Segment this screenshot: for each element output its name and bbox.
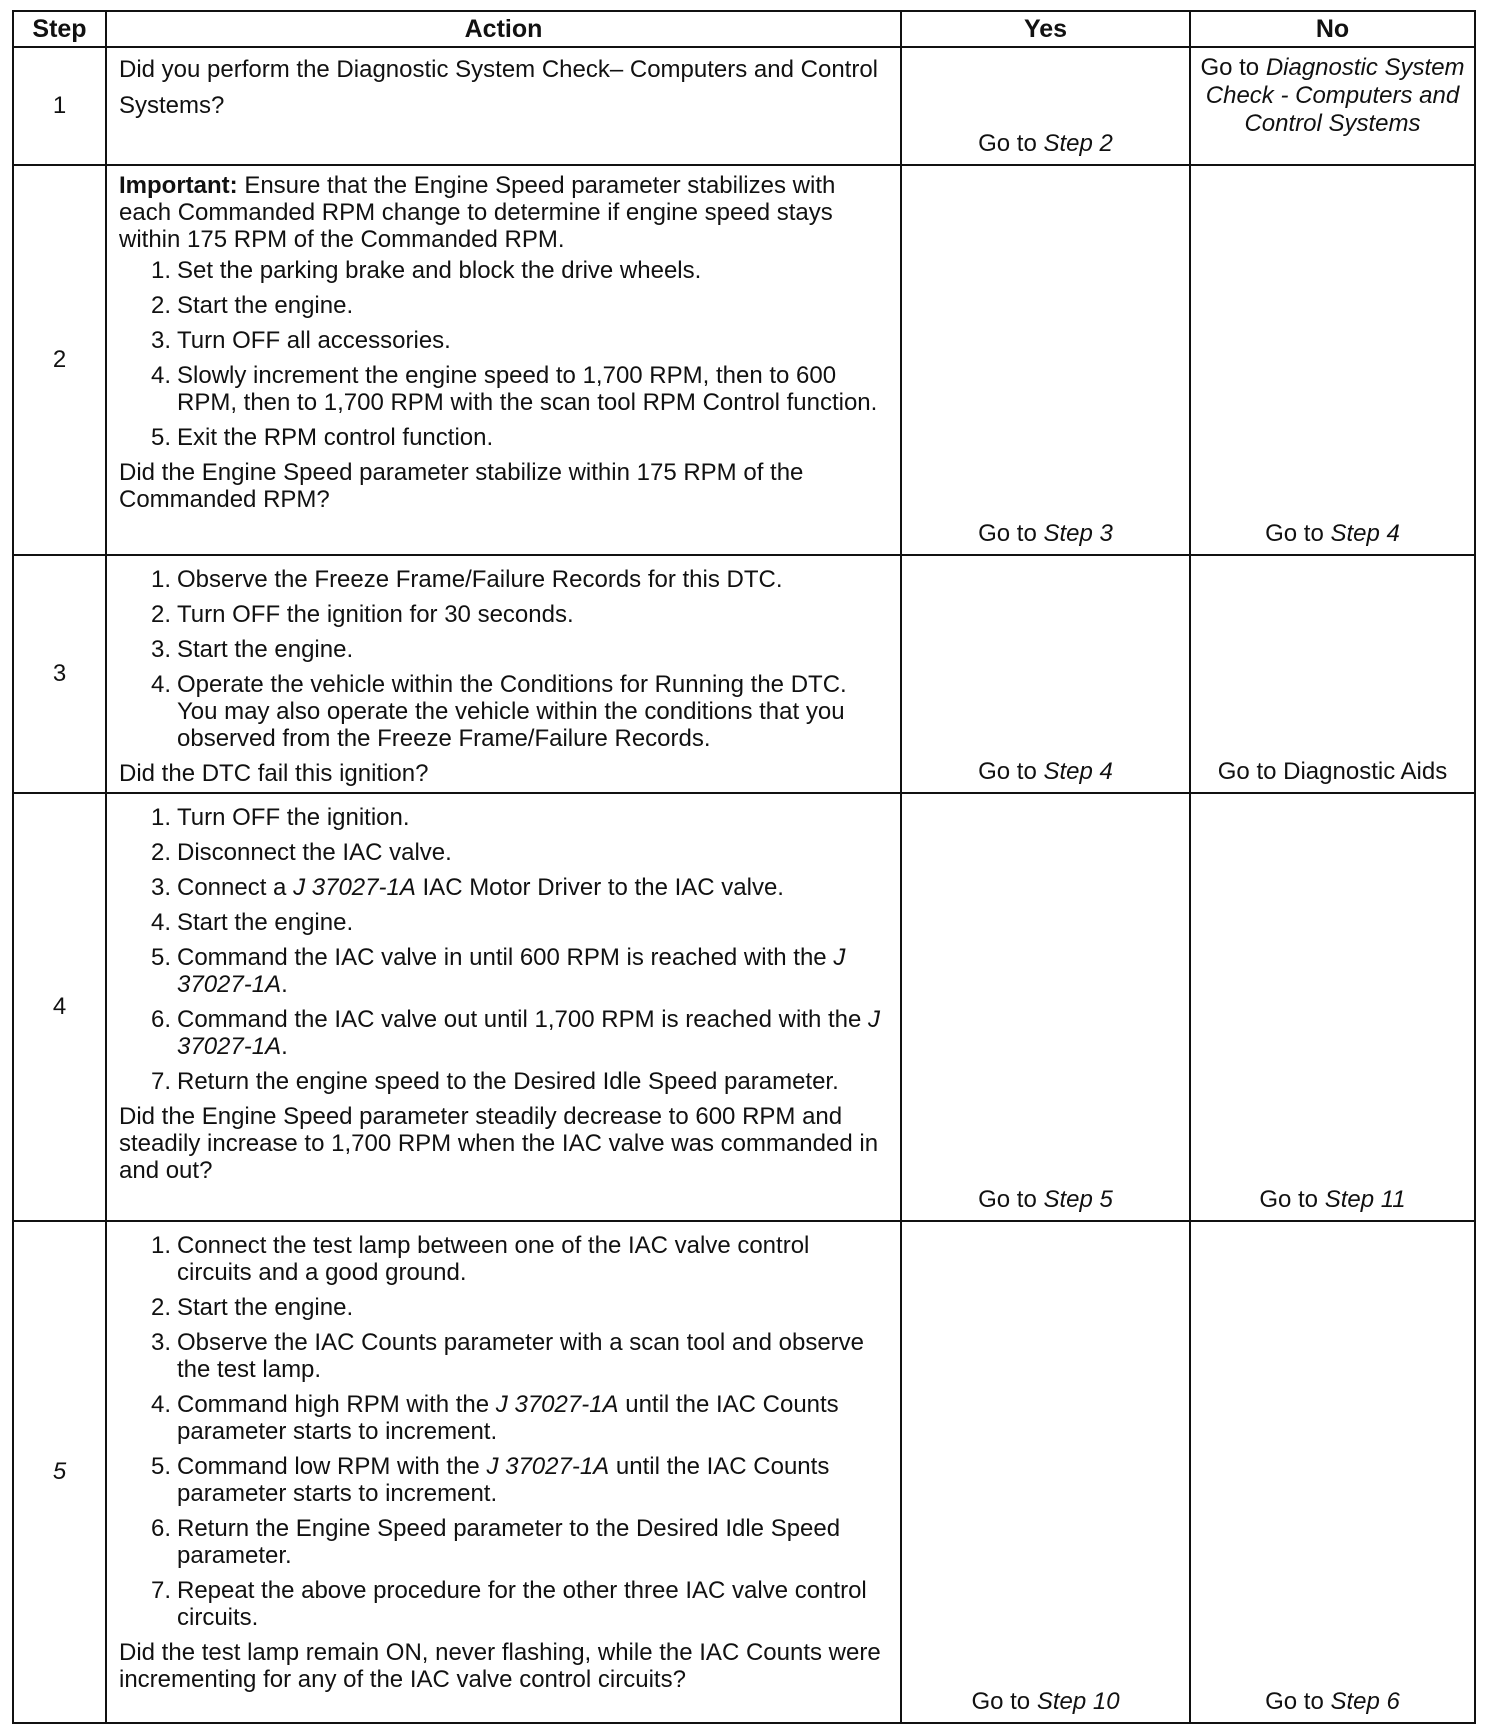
- list-item: [119, 292, 890, 319]
- item-text: Turn OFF all accessories.: [177, 327, 451, 354]
- list-item: [119, 671, 890, 752]
- step-number-text: 5: [52, 1458, 67, 1485]
- tool-name: J 37027-1A: [177, 1006, 881, 1060]
- no-prefix: Go to: [1200, 54, 1266, 81]
- item-number: 4.: [150, 1391, 171, 1418]
- table-row: [13, 1221, 1475, 1723]
- item-text: Command the IAC valve in until 600 RPM is reached with the: [177, 944, 834, 971]
- no-cell: [1190, 793, 1475, 1221]
- item-number: 6.: [150, 1006, 171, 1033]
- step-number: 1: [13, 47, 106, 165]
- table-row: [13, 793, 1475, 1221]
- tool-name: J 37027-1A: [293, 874, 416, 901]
- header-step: Step: [13, 11, 106, 47]
- header-yes: Yes: [901, 11, 1190, 47]
- item-number: 3.: [150, 636, 171, 663]
- no-prefix: Go to: [1265, 1688, 1331, 1715]
- list-item: [119, 839, 890, 866]
- item-text: .: [281, 1033, 288, 1060]
- item-text: .: [281, 971, 288, 998]
- list-item: [119, 1232, 890, 1286]
- item-number: 1.: [150, 1232, 171, 1259]
- item-text: Slowly increment the engine speed to 1,700 RPM, then to 600 RPM, then to 1,700 RPM with the scan tool RPM Control function.: [177, 362, 878, 416]
- action-cell: [106, 1221, 901, 1723]
- item-text: Return the Engine Speed parameter to the Desired Idle Speed parameter.: [177, 1515, 841, 1569]
- tool-name: J 37027-1A: [486, 1453, 610, 1480]
- item-number: 1.: [150, 257, 171, 284]
- yes-target: Step 5: [1043, 1186, 1113, 1213]
- item-text: Turn OFF the ignition for 30 seconds.: [177, 601, 574, 628]
- table-row: [13, 47, 1475, 165]
- item-text: Connect the test lamp between one of the IAC valve control circuits and a good ground.: [177, 1232, 810, 1286]
- item-number: 5.: [150, 1453, 171, 1480]
- list-item: [119, 1577, 890, 1631]
- table-row: [13, 555, 1475, 793]
- item-number: 5.: [150, 424, 171, 451]
- tool-name: J 37027-1A: [177, 944, 846, 998]
- item-text: Start the engine.: [177, 292, 354, 319]
- list-item: [119, 601, 890, 628]
- list-item: [119, 1068, 890, 1095]
- item-text: Exit the RPM control function.: [177, 424, 494, 451]
- no-target: Diagnostic System Check - Computers and Control Systems: [1205, 54, 1465, 137]
- no-target: Step 4: [1330, 520, 1400, 547]
- item-text: Return the engine speed to the Desired Idle Speed parameter.: [177, 1068, 839, 1095]
- list-item: [119, 1006, 890, 1060]
- yes-target: Step 3: [1043, 520, 1113, 547]
- list-item: [119, 804, 890, 831]
- item-number: 4.: [150, 671, 171, 698]
- list-item: [119, 257, 890, 284]
- yes-cell: [901, 165, 1190, 555]
- list-item: [119, 362, 890, 416]
- no-cell: [1190, 165, 1475, 555]
- action-cell: [106, 793, 901, 1221]
- item-number: 1.: [150, 804, 171, 831]
- step-number: [13, 1221, 106, 1723]
- table-row: [13, 165, 1475, 555]
- procedure-list: [119, 566, 890, 752]
- item-number: 6.: [150, 1515, 171, 1542]
- yes-cell: [901, 1221, 1190, 1723]
- yes-target: Step 4: [1043, 758, 1113, 785]
- item-text: Start the engine.: [177, 636, 354, 663]
- yes-cell: [901, 47, 1190, 165]
- yes-prefix: Go to: [978, 520, 1044, 547]
- list-item: [119, 636, 890, 663]
- no-cell: [1190, 47, 1475, 165]
- no-target: Step 11: [1324, 1186, 1406, 1213]
- procedure-list: [119, 1232, 890, 1631]
- procedure-list: [119, 257, 890, 451]
- question-text: Did the DTC fail this ignition?: [119, 760, 429, 787]
- item-number: 2.: [150, 1294, 171, 1321]
- diagnostic-table: [12, 10, 1476, 1724]
- no-target: Step 6: [1330, 1688, 1400, 1715]
- yes-cell: [901, 555, 1190, 793]
- item-number: 7.: [150, 1068, 171, 1095]
- important-text: Ensure that the Engine Speed parameter stabilizes with each Commanded RPM change to determine if engine speed stays within 175 RPM of the Commanded RPM.: [119, 172, 836, 253]
- list-item: [119, 327, 890, 354]
- item-text: Operate the vehicle within the Conditions for Running the DTC. You may also operate the vehicle within the conditions that you observed from the Freeze Frame/Failure Records.: [177, 671, 847, 752]
- diagnostic-document: [12, 10, 1474, 1724]
- item-number: 2.: [150, 292, 171, 319]
- question-text: Did the test lamp remain ON, never flashing, while the IAC Counts were incrementing for any of the IAC valve control circuits?: [119, 1639, 881, 1693]
- no-cell: Go to Diagnostic Aids: [1190, 555, 1475, 793]
- question-text: Did the Engine Speed parameter steadily decrease to 600 RPM and steadily increase to 1,700 RPM when the IAC valve was commanded in and out?: [119, 1103, 879, 1184]
- item-text: Disconnect the IAC valve.: [177, 839, 452, 866]
- no-prefix: Go to: [1265, 520, 1331, 547]
- list-item: [119, 1294, 890, 1321]
- action-cell: [106, 555, 901, 793]
- no-prefix: Go to: [1259, 1186, 1325, 1213]
- item-text: IAC Motor Driver to the IAC valve.: [415, 874, 784, 901]
- list-item: [119, 424, 890, 451]
- yes-cell: [901, 793, 1190, 1221]
- question-text: Did you perform the Diagnostic System Check– Computers and Control Systems?: [119, 56, 878, 119]
- item-text: Turn OFF the ignition.: [177, 804, 410, 831]
- yes-target: Step 10: [1036, 1688, 1120, 1715]
- item-number: 5.: [150, 944, 171, 971]
- item-text: Set the parking brake and block the drive wheels.: [177, 257, 702, 284]
- header-action: Action: [106, 11, 901, 47]
- procedure-list: [119, 804, 890, 1095]
- yes-target: Step 2: [1043, 130, 1113, 157]
- list-item: [119, 1391, 890, 1445]
- list-item: [119, 1329, 890, 1383]
- item-number: 3.: [150, 1329, 171, 1356]
- list-item: [119, 1453, 890, 1507]
- no-cell: [1190, 1221, 1475, 1723]
- question-text: Did the Engine Speed parameter stabilize within 175 RPM of the Commanded RPM?: [119, 459, 804, 513]
- list-item: [119, 909, 890, 936]
- item-number: 4.: [150, 362, 171, 389]
- item-number: 2.: [150, 839, 171, 866]
- item-text: Command the IAC valve out until 1,700 RPM is reached with the: [177, 1006, 869, 1033]
- item-number: 1.: [150, 566, 171, 593]
- list-item: [119, 944, 890, 998]
- yes-prefix: Go to: [978, 130, 1044, 157]
- important-label: Important:: [119, 172, 238, 199]
- step-number: 3: [13, 555, 106, 793]
- list-item: [119, 1515, 890, 1569]
- step-number: 2: [13, 165, 106, 555]
- item-text: Repeat the above procedure for the other three IAC valve control circuits.: [177, 1577, 867, 1631]
- item-text: until the IAC Counts parameter starts to increment.: [177, 1453, 830, 1507]
- list-item: [119, 566, 890, 593]
- item-text: Observe the Freeze Frame/Failure Records for this DTC.: [177, 566, 783, 593]
- item-text: Start the engine.: [177, 909, 354, 936]
- item-number: 4.: [150, 909, 171, 936]
- header-row: [13, 11, 1475, 47]
- item-text: Start the engine.: [177, 1294, 354, 1321]
- item-number: 2.: [150, 601, 171, 628]
- item-text: Command low RPM with the: [177, 1453, 487, 1480]
- step-number: 4: [13, 793, 106, 1221]
- yes-prefix: Go to: [978, 758, 1044, 785]
- yes-prefix: Go to: [971, 1688, 1037, 1715]
- important-note: [119, 172, 890, 253]
- item-number: 3.: [150, 874, 171, 901]
- item-text: Observe the IAC Counts parameter with a scan tool and observe the test lamp.: [177, 1329, 865, 1383]
- header-no: No: [1190, 11, 1475, 47]
- item-number: 3.: [150, 327, 171, 354]
- yes-prefix: Go to: [978, 1186, 1044, 1213]
- item-number: 7.: [150, 1577, 171, 1604]
- action-cell: [106, 165, 901, 555]
- item-text: until the IAC Counts parameter starts to increment.: [177, 1391, 839, 1445]
- list-item: [119, 874, 890, 901]
- item-text: Command high RPM with the: [177, 1391, 496, 1418]
- item-text: Connect a: [177, 874, 294, 901]
- action-cell: [106, 47, 901, 165]
- tool-name: J 37027-1A: [495, 1391, 619, 1418]
